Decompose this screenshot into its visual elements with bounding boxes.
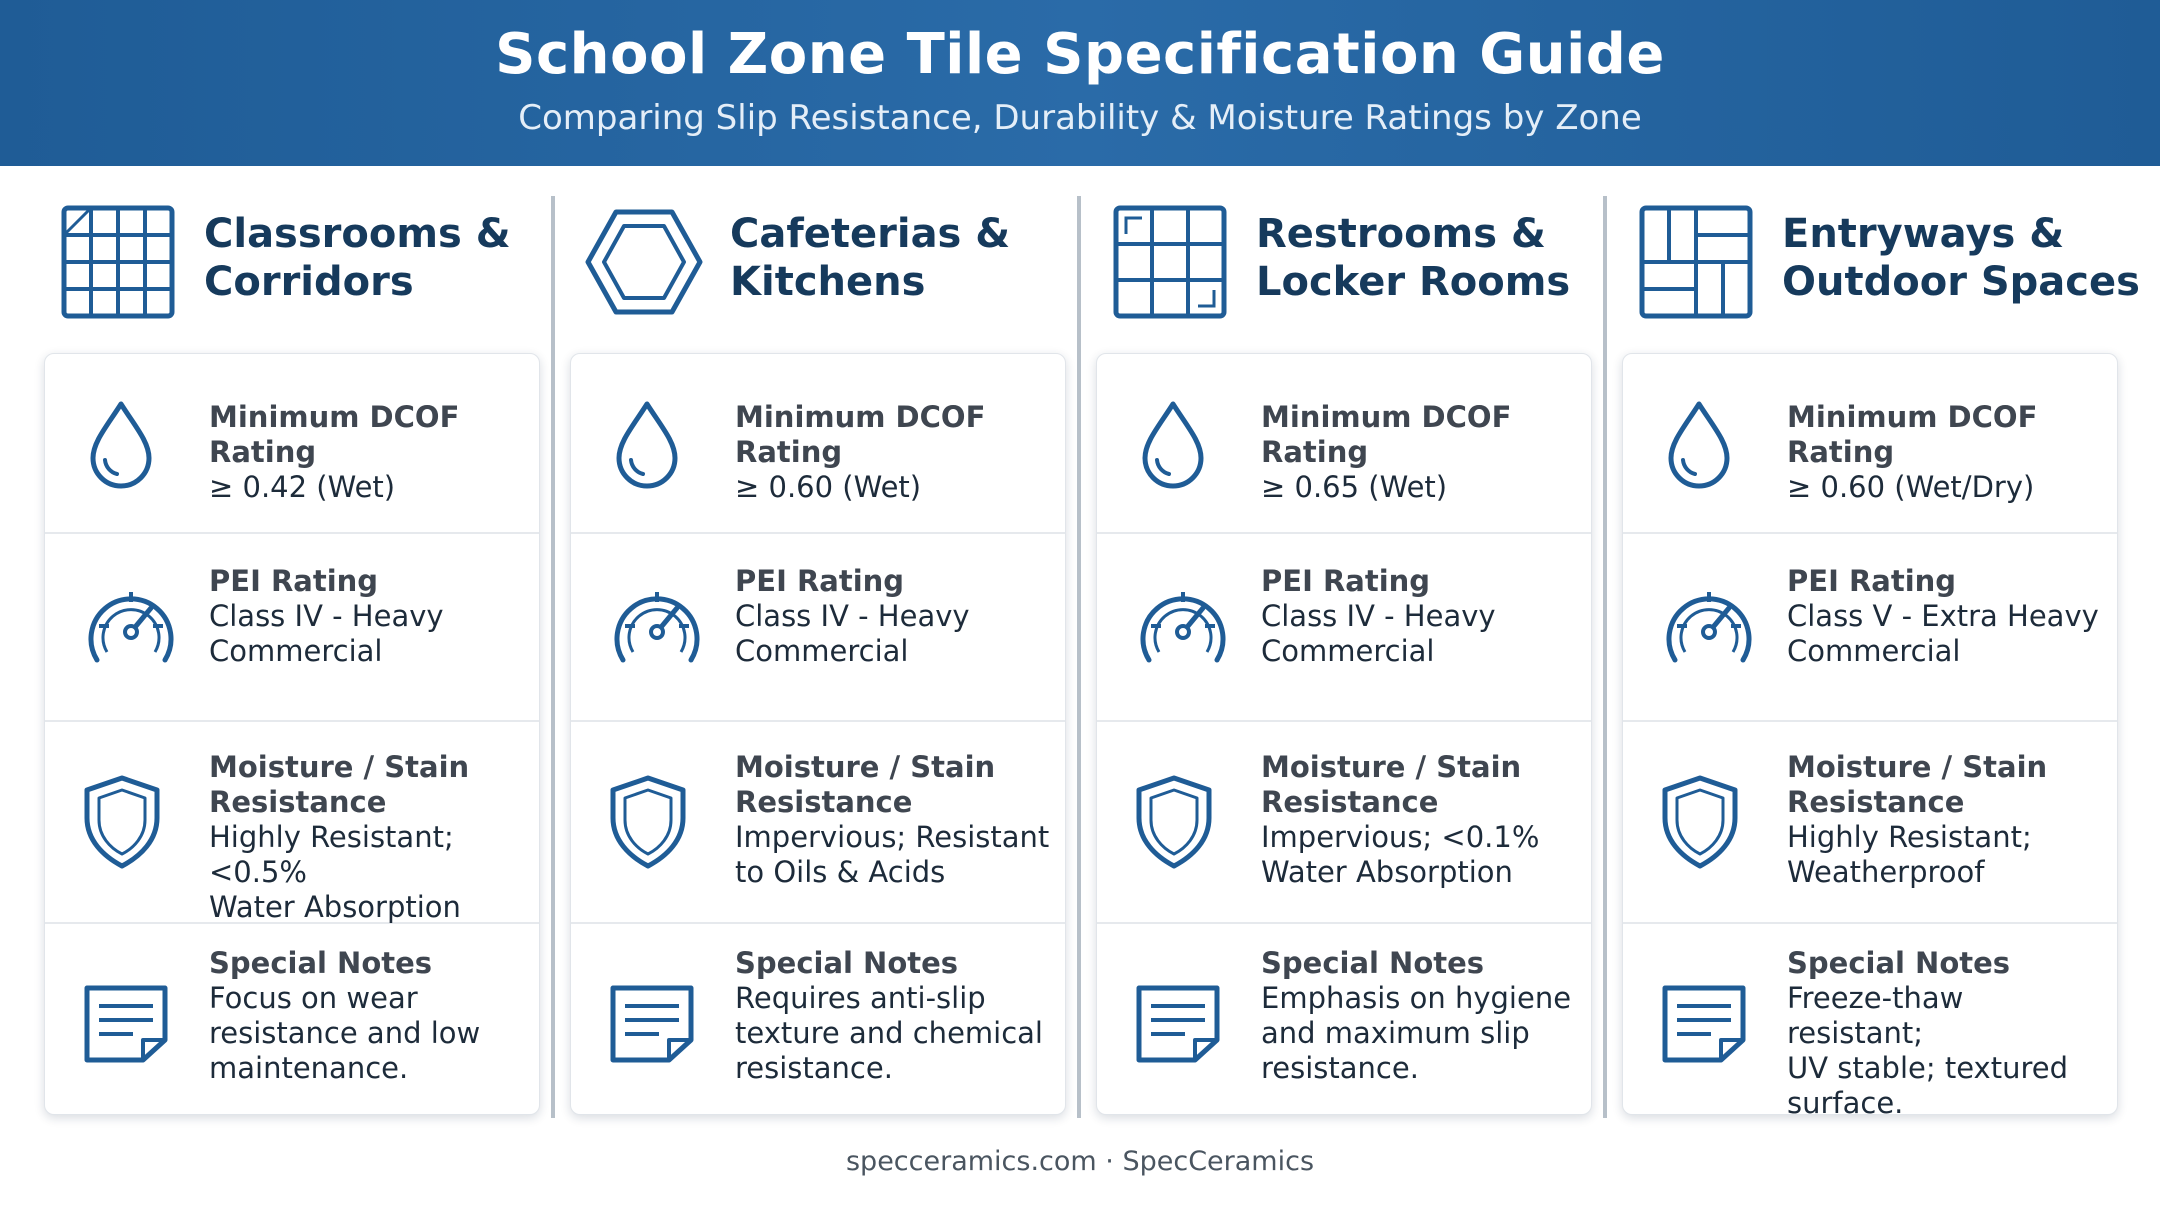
dcof-value: ≥ 0.60 (Wet) bbox=[735, 470, 922, 504]
footer-credit: specceramics.com · SpecCeramics bbox=[845, 1146, 1315, 1177]
document-icon bbox=[1133, 982, 1223, 1064]
moisture-value-line2: Water Absorption bbox=[209, 890, 461, 924]
moisture-value-line2: Weatherproof bbox=[1787, 855, 1985, 889]
moisture-value-line1: Highly Resistant; bbox=[1787, 820, 2032, 854]
moisture-label-line2: Resistance bbox=[735, 785, 913, 819]
moisture-row bbox=[45, 722, 539, 924]
notes-value-line3: resistance. bbox=[735, 1051, 893, 1085]
notes-value-line1: Freeze-thaw resistant; bbox=[1787, 981, 1964, 1050]
pei-value-line2: Commercial bbox=[735, 634, 909, 668]
dcof-row bbox=[571, 354, 1065, 534]
moisture-row bbox=[571, 722, 1065, 924]
plank-tile-icon bbox=[1636, 202, 1756, 322]
pei-value-line1: Class IV - Heavy bbox=[735, 599, 970, 633]
header-banner bbox=[0, 0, 2160, 166]
dcof-label: Minimum DCOF Rating bbox=[209, 400, 460, 469]
pei-value-line1: Class IV - Heavy bbox=[209, 599, 444, 633]
moisture-label-line1: Moisture / Stain bbox=[209, 750, 470, 784]
column-divider bbox=[1603, 196, 1607, 1118]
page-subtitle: Comparing Slip Resistance, Durability & Moisture Ratings by Zone bbox=[518, 98, 1642, 138]
dcof-label: Minimum DCOF Rating bbox=[735, 400, 986, 469]
notes-value-line2: and maximum slip bbox=[1261, 1016, 1530, 1050]
notes-row bbox=[571, 924, 1065, 1115]
water-drop-icon bbox=[607, 398, 687, 490]
pei-row bbox=[1623, 534, 2117, 722]
gauge-icon bbox=[1133, 580, 1233, 670]
dcof-label: Minimum DCOF Rating bbox=[1261, 400, 1512, 469]
dcof-label: Minimum DCOF Rating bbox=[1787, 400, 2038, 469]
moisture-label-line1: Moisture / Stain bbox=[1787, 750, 2048, 784]
moisture-label-line2: Resistance bbox=[209, 785, 387, 819]
document-icon bbox=[81, 982, 171, 1064]
pei-label: PEI Rating bbox=[209, 564, 379, 598]
moisture-row bbox=[1097, 722, 1591, 924]
moisture-value-line2: Water Absorption bbox=[1261, 855, 1513, 889]
dcof-row bbox=[1623, 354, 2117, 534]
notes-label: Special Notes bbox=[209, 946, 433, 980]
zone-title: Restrooms & Locker Rooms bbox=[1256, 211, 1571, 305]
pei-row bbox=[1097, 534, 1591, 722]
page-title: School Zone Tile Specification Guide bbox=[495, 22, 1665, 87]
zone-title: Entryways & Outdoor Spaces bbox=[1782, 211, 2140, 305]
zone-spec-card bbox=[44, 353, 540, 1115]
notes-value-line3: maintenance. bbox=[209, 1051, 409, 1085]
moisture-label-line1: Moisture / Stain bbox=[1261, 750, 1522, 784]
zone-spec-card bbox=[1622, 353, 2118, 1115]
water-drop-icon bbox=[1659, 398, 1739, 490]
moisture-label-line2: Resistance bbox=[1261, 785, 1439, 819]
zone-spec-card bbox=[570, 353, 1066, 1115]
pei-value-line1: Class IV - Heavy bbox=[1261, 599, 1496, 633]
square-tile-icon bbox=[1110, 202, 1230, 322]
shield-icon bbox=[607, 774, 689, 870]
moisture-value-line1: Highly Resistant; <0.5% bbox=[209, 820, 454, 889]
notes-value-line1: Emphasis on hygiene bbox=[1261, 981, 1572, 1015]
moisture-value-line1: Impervious; <0.1% bbox=[1261, 820, 1540, 854]
dcof-value: ≥ 0.42 (Wet) bbox=[209, 470, 396, 504]
zone-spec-card bbox=[1096, 353, 1592, 1115]
moisture-label-line1: Moisture / Stain bbox=[735, 750, 996, 784]
notes-value-line3: surface. bbox=[1787, 1086, 1904, 1115]
grid-tile-icon bbox=[58, 202, 178, 322]
pei-value-line2: Commercial bbox=[209, 634, 383, 668]
moisture-row bbox=[1623, 722, 2117, 924]
notes-row bbox=[1097, 924, 1591, 1115]
column-divider bbox=[551, 196, 555, 1118]
dcof-value: ≥ 0.65 (Wet) bbox=[1261, 470, 1448, 504]
notes-value-line3: resistance. bbox=[1261, 1051, 1419, 1085]
water-drop-icon bbox=[1133, 398, 1213, 490]
notes-row bbox=[1623, 924, 2117, 1115]
notes-value-line2: texture and chemical bbox=[735, 1016, 1043, 1050]
document-icon bbox=[607, 982, 697, 1064]
pei-value-line2: Commercial bbox=[1787, 634, 1961, 668]
hexagon-tile-icon bbox=[584, 202, 704, 322]
notes-value-line1: Focus on wear bbox=[209, 981, 418, 1015]
pei-row bbox=[571, 534, 1065, 722]
zone-title: Classrooms & Corridors bbox=[204, 211, 511, 305]
notes-label: Special Notes bbox=[1787, 946, 2011, 980]
notes-label: Special Notes bbox=[735, 946, 959, 980]
moisture-value-line1: Impervious; Resistant bbox=[735, 820, 1050, 854]
pei-row bbox=[45, 534, 539, 722]
column-divider bbox=[1077, 196, 1081, 1118]
document-icon bbox=[1659, 982, 1749, 1064]
gauge-icon bbox=[607, 580, 707, 670]
shield-icon bbox=[1133, 774, 1215, 870]
shield-icon bbox=[1659, 774, 1741, 870]
pei-label: PEI Rating bbox=[735, 564, 905, 598]
pei-value-line1: Class V - Extra Heavy bbox=[1787, 599, 2099, 633]
notes-label: Special Notes bbox=[1261, 946, 1485, 980]
notes-row bbox=[45, 924, 539, 1115]
notes-value-line1: Requires anti-slip bbox=[735, 981, 986, 1015]
notes-value-line2: resistance and low bbox=[209, 1016, 481, 1050]
moisture-label-line2: Resistance bbox=[1787, 785, 1965, 819]
pei-value-line2: Commercial bbox=[1261, 634, 1435, 668]
zone-title: Cafeterias & Kitchens bbox=[730, 211, 1011, 305]
dcof-row bbox=[45, 354, 539, 534]
pei-label: PEI Rating bbox=[1787, 564, 1957, 598]
pei-label: PEI Rating bbox=[1261, 564, 1431, 598]
water-drop-icon bbox=[81, 398, 161, 490]
notes-value-line2: UV stable; textured bbox=[1787, 1051, 2068, 1085]
gauge-icon bbox=[81, 580, 181, 670]
moisture-value-line2: to Oils & Acids bbox=[735, 855, 946, 889]
gauge-icon bbox=[1659, 580, 1759, 670]
dcof-row bbox=[1097, 354, 1591, 534]
shield-icon bbox=[81, 774, 163, 870]
dcof-value: ≥ 0.60 (Wet/Dry) bbox=[1787, 470, 2035, 504]
